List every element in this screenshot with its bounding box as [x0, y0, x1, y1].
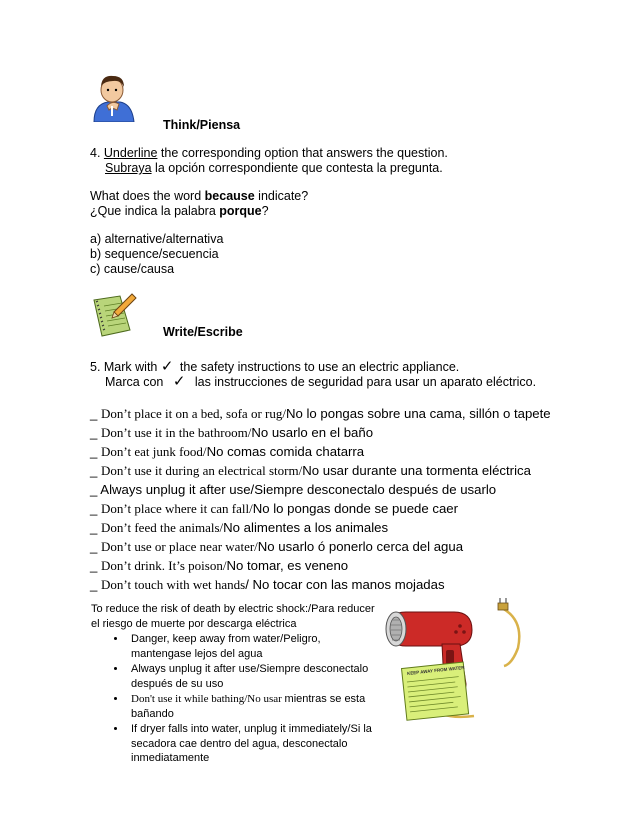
answer-blank[interactable]: _	[90, 558, 101, 573]
item-english: Don’t eat junk food/	[101, 444, 207, 459]
item-english: Don’t feed the animals/	[101, 520, 224, 535]
answer-blank[interactable]: _	[90, 444, 101, 459]
safety-item[interactable]	[90, 576, 445, 594]
safety-item[interactable]	[90, 538, 463, 556]
tip-text-cont: mientras se esta bañando	[131, 693, 366, 720]
item-spanish: Always unplug it after use/Siempre desconectalo después de usarlo	[100, 482, 497, 497]
item-spanish: No usarlo en el baño	[251, 425, 374, 440]
item-spanish: / No tocar con las manos mojadas	[245, 577, 445, 592]
ask-es-bold: porque	[219, 204, 262, 218]
notebook-pencil-illustration	[90, 290, 138, 338]
ask-es-post: ?	[261, 204, 269, 218]
item-spanish: No usarlo ó ponerlo cerca del agua	[257, 539, 464, 554]
safety-item[interactable]	[90, 500, 458, 518]
item-english: Don’t drink. It’s poison/	[101, 558, 227, 573]
subraya-keyword: Subraya	[105, 161, 152, 175]
answer-blank[interactable]: _	[90, 520, 101, 535]
tip-text: Don't use it while bathing/No usar	[131, 693, 285, 705]
tips-list	[87, 632, 377, 766]
safety-item[interactable]	[90, 424, 373, 442]
question-text: the corresponding option that answers the question.	[157, 146, 448, 160]
tip-item	[127, 722, 377, 766]
item-spanish: No usar durante una tormenta eléctrica	[302, 463, 531, 478]
tip-item	[127, 632, 377, 661]
answer-blank[interactable]: _	[90, 539, 101, 554]
question-5-spanish	[105, 374, 536, 390]
item-spanish: No alimentes a los animales	[223, 520, 389, 535]
question-5-es-post: las instrucciones de seguridad para usar un aparato eléctrico.	[194, 375, 537, 389]
item-english: Don’t use it in the bathroom/	[101, 425, 252, 440]
safety-item[interactable]	[90, 481, 496, 499]
question-text-es: la opción correspondiente que contesta la pregunta.	[151, 161, 443, 175]
safety-item[interactable]	[90, 443, 364, 461]
tip-item	[127, 692, 377, 721]
tips-intro: To reduce the risk of death by electric shock:/Para reducer el riesgo de muerte por descarga eléctrica	[91, 603, 375, 630]
tip-text: Always unplug it after use/Siempre desconectalo después de su uso	[131, 663, 369, 690]
item-english: Don’t touch with wet hands	[101, 577, 246, 592]
safety-item[interactable]	[90, 405, 551, 423]
item-spanish: No lo pongas donde se puede caer	[252, 501, 459, 516]
underline-keyword: Underline	[103, 146, 158, 160]
safety-item[interactable]	[90, 462, 531, 480]
answer-blank[interactable]: _	[90, 463, 101, 478]
question-4-english	[90, 146, 448, 161]
option-c: c) cause/causa	[90, 262, 175, 276]
option-a: a) alternative/alternativa	[90, 232, 224, 246]
answer-blank[interactable]: _	[90, 501, 101, 516]
ask-es-pre: ¿Que indica la palabra	[90, 204, 220, 218]
safety-item[interactable]	[90, 519, 388, 537]
checkmark-icon: ✓	[172, 373, 186, 390]
ask-en-pre: What does the word	[90, 189, 205, 203]
item-english: Don’t use it during an electrical storm/	[101, 463, 303, 478]
answer-blank[interactable]: _	[90, 425, 101, 440]
write-heading: Write/Escribe	[163, 325, 243, 339]
question-number: 4.	[90, 146, 104, 160]
question-4-spanish	[105, 161, 443, 176]
checkmark-icon: ✓	[160, 358, 174, 375]
ask-english	[90, 189, 308, 204]
item-spanish: No lo pongas sobre una cama, sillón o tapete	[285, 406, 551, 421]
item-english: Don’t place it on a bed, sofa or rug/	[101, 406, 286, 421]
answer-blank[interactable]: _	[90, 482, 101, 497]
ask-en-bold: because	[204, 189, 255, 203]
item-spanish: No tomar, es veneno	[226, 558, 349, 573]
option-b: b) sequence/secuencia	[90, 247, 219, 261]
item-spanish: No comas comida chatarra	[206, 444, 365, 459]
question-5-es-pre: Marca con	[105, 375, 167, 389]
ask-en-post: indicate?	[254, 189, 309, 203]
question-5-english	[90, 359, 459, 375]
tip-item	[127, 662, 377, 691]
question-5-post: the safety instructions to use an electric appliance.	[179, 360, 460, 374]
tip-text: Danger, keep away from water/Peligro, mantengase lejos del agua	[131, 633, 321, 660]
tag-title: KEEP AWAY FROM WATER	[406, 664, 465, 676]
item-english: Don’t place where it can fall/	[101, 501, 253, 516]
question-5-pre: 5. Mark with	[90, 360, 161, 374]
thinking-person-illustration	[88, 70, 138, 122]
answer-options	[90, 232, 223, 277]
answer-blank[interactable]: _	[90, 577, 101, 592]
tip-text: If dryer falls into water, unplug it immediately/Si la secadora cae dentro del agua, desconectalo inmediatamente	[131, 723, 372, 764]
safety-item[interactable]	[90, 557, 348, 575]
think-heading: Think/Piensa	[163, 118, 241, 132]
hair-dryer-illustration	[384, 598, 544, 723]
answer-blank[interactable]: _	[90, 406, 101, 421]
safety-tips	[87, 602, 377, 767]
ask-spanish	[90, 204, 269, 219]
item-english: Don’t use or place near water/	[101, 539, 258, 554]
